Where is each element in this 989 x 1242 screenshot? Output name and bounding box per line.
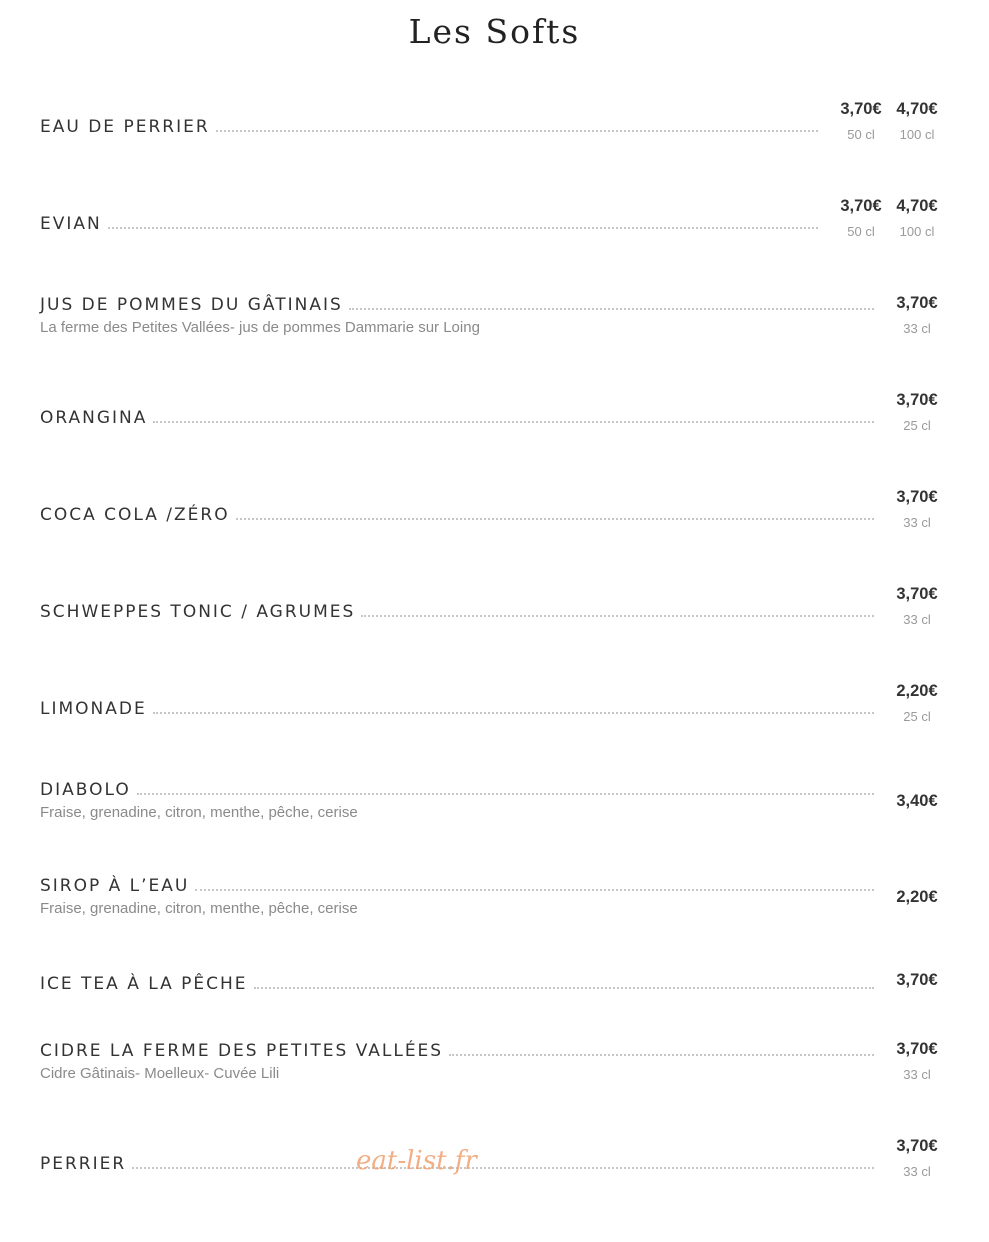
dot-leader (236, 518, 874, 520)
price (894, 488, 940, 530)
price-value: 3,70€ (896, 294, 938, 312)
price-value: 4,70€ (896, 197, 938, 215)
item-name: SIROP À L’EAU (40, 876, 190, 896)
menu-item-line (40, 697, 874, 721)
price-group (894, 971, 940, 990)
price (894, 197, 940, 239)
menu-item-line (40, 778, 874, 802)
menu-item-line (40, 1039, 874, 1063)
item-name: ICE TEA À LA PÊCHE (40, 974, 248, 994)
dot-leader (216, 130, 818, 132)
price-value: 2,20€ (896, 888, 938, 906)
item-name: ORANGINA (40, 408, 148, 428)
price-group (838, 100, 940, 142)
price-group (894, 792, 940, 811)
dot-leader (137, 793, 874, 795)
menu-item-line (40, 115, 818, 139)
price-size: 25 cl (903, 418, 931, 433)
price-size: 100 cl (899, 127, 935, 142)
price-value: 4,70€ (896, 100, 938, 118)
item-name: SCHWEPPES TONIC / AGRUMES (40, 602, 356, 622)
price-value: 3,70€ (896, 391, 938, 409)
price (894, 1137, 940, 1179)
price-value: 3,70€ (896, 585, 938, 603)
price-size: 33 cl (903, 321, 931, 336)
price (894, 294, 940, 336)
item-name: JUS DE POMMES DU GÂTINAIS (40, 295, 343, 315)
item-description: Fraise, grenadine, citron, menthe, pêche, cerise (40, 900, 358, 917)
price (894, 100, 940, 142)
dot-leader (361, 615, 874, 617)
price-size: 50 cl (847, 224, 875, 239)
dot-leader (132, 1167, 874, 1169)
price (894, 971, 940, 990)
item-name: LIMONADE (40, 699, 147, 719)
price-size: 33 cl (903, 612, 931, 627)
dot-leader (449, 1054, 874, 1056)
dot-leader (349, 308, 874, 310)
price (838, 100, 884, 142)
price (894, 1040, 940, 1082)
item-name: EVIAN (40, 214, 102, 234)
item-name: DIABOLO (40, 780, 131, 800)
price-size: 100 cl (899, 224, 935, 239)
item-name: CIDRE LA FERME DES PETITES VALLÉES (40, 1041, 444, 1061)
price-value: 3,70€ (896, 488, 938, 506)
item-description: La ferme des Petites Vallées- jus de pommes Dammarie sur Loing (40, 319, 480, 336)
price-group (894, 888, 940, 907)
price-group (894, 1137, 940, 1179)
price-value: 3,70€ (840, 197, 882, 215)
price-value: 3,70€ (896, 1137, 938, 1155)
page-title: Les Softs (408, 12, 581, 51)
dot-leader (153, 421, 874, 423)
price-value: 3,70€ (896, 971, 938, 989)
price-group (838, 197, 940, 239)
price-size: 50 cl (847, 127, 875, 142)
price-size: 33 cl (903, 1067, 931, 1082)
price-group (894, 682, 940, 724)
dot-leader (153, 712, 874, 714)
item-description: Cidre Gâtinais- Moelleux- Cuvée Lili (40, 1065, 280, 1082)
price-group (894, 391, 940, 433)
price-size: 33 cl (903, 1164, 931, 1179)
price-group (894, 488, 940, 530)
price-group (894, 585, 940, 627)
price (894, 585, 940, 627)
watermark: eat-list.fr (356, 1146, 477, 1176)
item-description: Fraise, grenadine, citron, menthe, pêche, cerise (40, 804, 358, 821)
menu-item-line (40, 600, 874, 624)
dot-leader (195, 889, 874, 891)
price (894, 888, 940, 907)
price (894, 391, 940, 433)
price-value: 2,20€ (896, 682, 938, 700)
menu-item-line (40, 503, 874, 527)
item-name: PERRIER (40, 1154, 127, 1174)
menu-item-line (40, 293, 874, 317)
menu-item-line (40, 972, 874, 996)
dot-leader (254, 987, 874, 989)
price-group (894, 1040, 940, 1082)
menu-item-line (40, 874, 874, 898)
price-value: 3,40€ (896, 792, 938, 810)
price (894, 792, 940, 811)
price-value: 3,70€ (896, 1040, 938, 1058)
menu-item-line (40, 406, 874, 430)
price (894, 682, 940, 724)
price-size: 33 cl (903, 515, 931, 530)
item-name: EAU DE PERRIER (40, 117, 210, 137)
price (838, 197, 884, 239)
item-name: COCA COLA /ZÉRO (40, 505, 230, 525)
price-size: 25 cl (903, 709, 931, 724)
price-value: 3,70€ (840, 100, 882, 118)
price-group (894, 294, 940, 336)
dot-leader (108, 227, 818, 229)
menu-item-line (40, 212, 818, 236)
